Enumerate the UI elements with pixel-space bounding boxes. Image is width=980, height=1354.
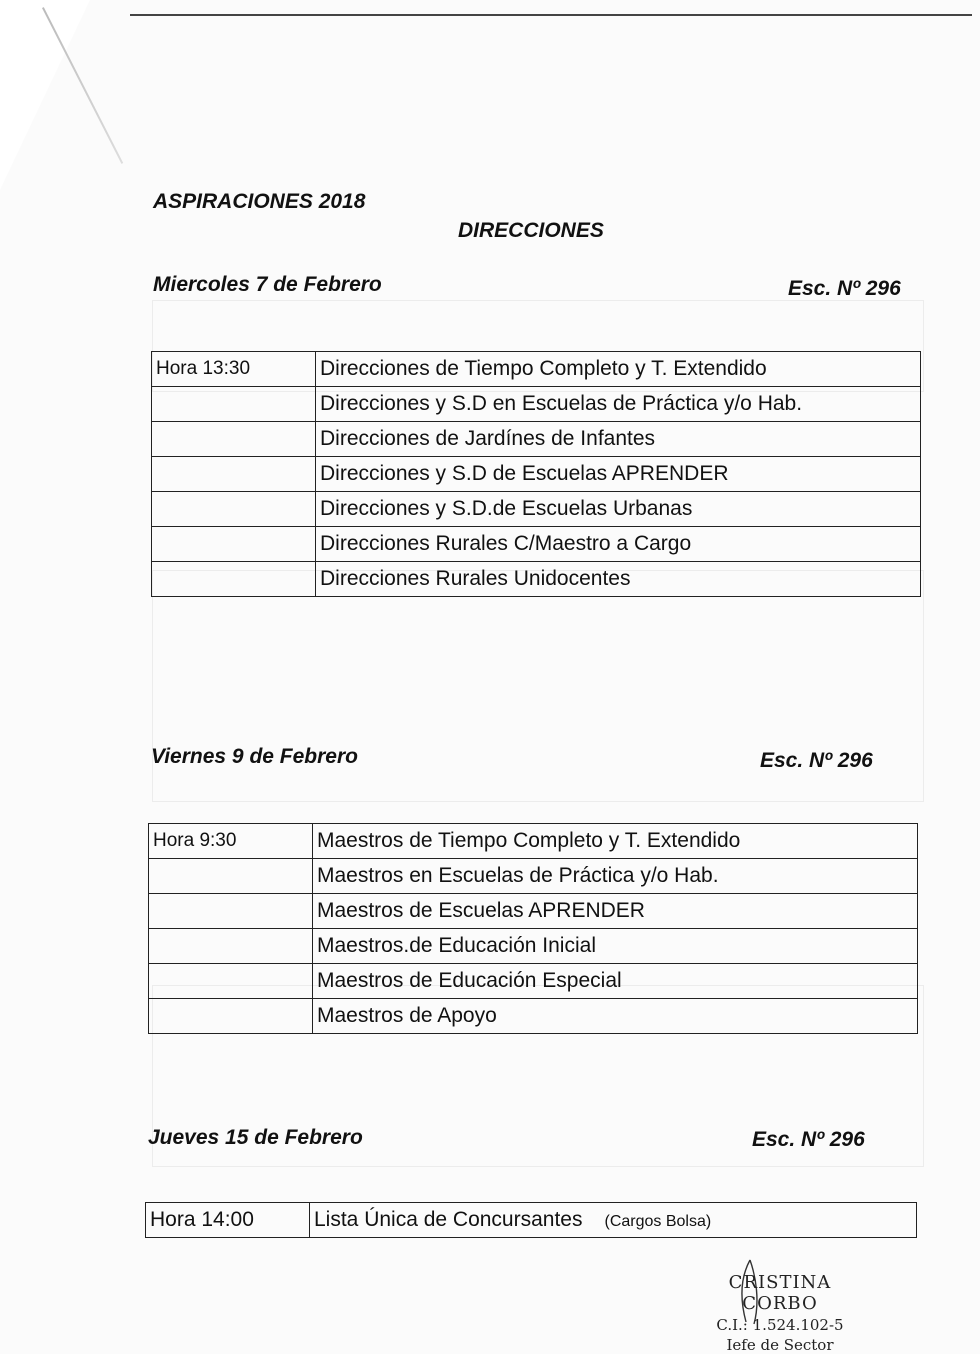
document-title: ASPIRACIONES 2018 xyxy=(153,190,366,213)
time-cell xyxy=(152,457,316,492)
section-school: Esc. Nº 296 xyxy=(752,1128,865,1151)
description-cell: Maestros de Apoyo xyxy=(313,999,918,1034)
description-cell: Maestros.de Educación Inicial xyxy=(313,929,918,964)
table-row xyxy=(149,929,918,964)
time-cell xyxy=(152,562,316,597)
time-cell xyxy=(149,929,313,964)
table-row xyxy=(152,562,921,597)
stamp-id: C.I.: 1.524.102-5 xyxy=(716,1316,844,1334)
description-cell: Maestros de Tiempo Completo y T. Extendido xyxy=(313,824,918,859)
description-cell: Maestros de Escuelas APRENDER xyxy=(313,894,918,929)
description-cell: Direcciones de Tiempo Completo y T. Extendido xyxy=(316,352,921,387)
time-cell xyxy=(152,422,316,457)
table-row xyxy=(149,824,918,859)
description-cell: Direcciones Rurales Unidocentes xyxy=(316,562,921,597)
section-date: Jueves 15 de Febrero xyxy=(148,1126,363,1149)
time-cell xyxy=(149,964,313,999)
section-school: Esc. Nº 296 xyxy=(788,277,901,300)
schedule-table xyxy=(151,351,921,597)
description-cell: Direcciones de Jardínes de Infantes xyxy=(316,422,921,457)
description-cell: Direcciones Rurales C/Maestro a Cargo xyxy=(316,527,921,562)
time-cell xyxy=(152,387,316,422)
time-cell: Hora 13:30 xyxy=(152,352,316,387)
table-row xyxy=(149,859,918,894)
document-subtitle: DIRECCIONES xyxy=(458,219,604,242)
table-row xyxy=(152,492,921,527)
schedule-table xyxy=(148,823,918,1034)
table-row xyxy=(146,1203,917,1238)
time-cell xyxy=(152,527,316,562)
schedule-table xyxy=(145,1202,917,1238)
description-cell: Direcciones y S.D.de Escuelas Urbanas xyxy=(316,492,921,527)
table-row xyxy=(152,352,921,387)
section-school: Esc. Nº 296 xyxy=(760,749,873,772)
table-row xyxy=(152,387,921,422)
section-date: Viernes 9 de Febrero xyxy=(151,745,358,768)
description-cell: Maestros en Escuelas de Práctica y/o Hab. xyxy=(313,859,918,894)
time-cell xyxy=(152,492,316,527)
table-row xyxy=(149,964,918,999)
official-stamp xyxy=(690,1272,870,1354)
description-text: Lista Única de Concursantes xyxy=(314,1208,583,1231)
description-cell: Maestros de Educación Especial xyxy=(313,964,918,999)
time-cell: Hora 14:00 xyxy=(146,1203,310,1238)
folded-corner xyxy=(0,0,90,190)
time-cell xyxy=(149,894,313,929)
stamp-name: CRISTINA CORBO xyxy=(728,1272,832,1314)
time-cell: Hora 9:30 xyxy=(149,824,313,859)
time-cell xyxy=(149,999,313,1034)
description-cell: Direcciones y S.D en Escuelas de Práctica y/o Hab. xyxy=(316,387,921,422)
table-row xyxy=(149,894,918,929)
section-date: Miercoles 7 de Febrero xyxy=(153,273,382,296)
table-row xyxy=(152,422,921,457)
time-cell xyxy=(149,859,313,894)
description-cell: Direcciones y S.D de Escuelas APRENDER xyxy=(316,457,921,492)
page-top-edge xyxy=(130,14,972,16)
table-row xyxy=(152,457,921,492)
stamp-role: Iefe de Sector xyxy=(726,1336,834,1354)
table-row xyxy=(149,999,918,1034)
table-row xyxy=(152,527,921,562)
description-cell xyxy=(310,1203,917,1238)
description-note: (Cargos Bolsa) xyxy=(604,1213,712,1230)
